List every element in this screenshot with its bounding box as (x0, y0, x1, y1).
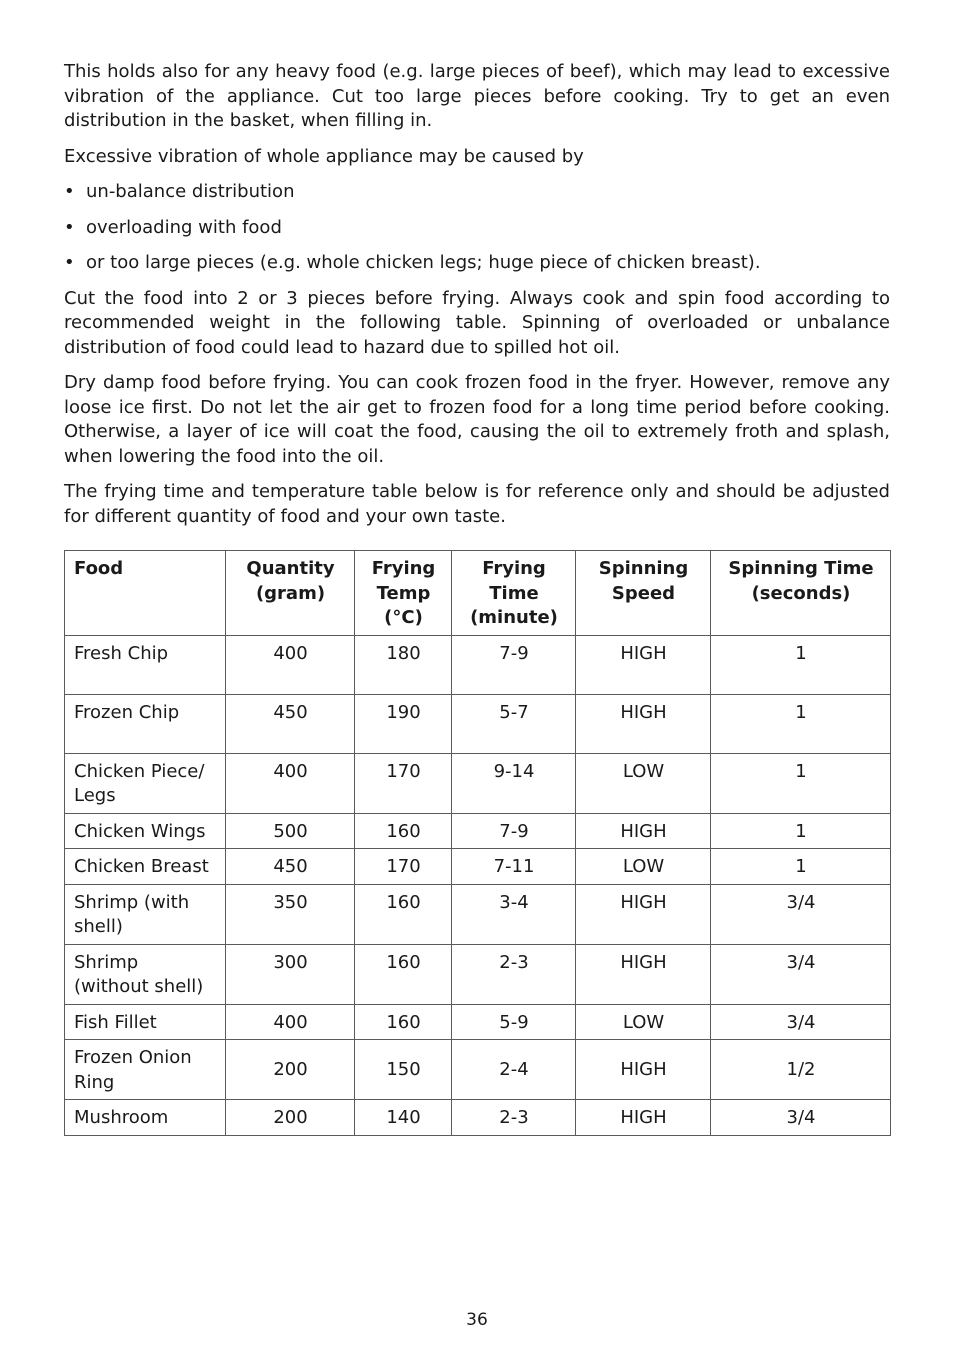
list-item: • or too large pieces (e.g. whole chicken legs; huge piece of chicken breast). (64, 251, 890, 276)
food-cell: Chicken Wings (65, 813, 226, 849)
vibration-causes-list (64, 180, 890, 276)
speed-cell: HIGH (576, 884, 711, 944)
table-header-row (65, 551, 891, 636)
time-cell: 5-9 (452, 1004, 576, 1040)
table-row (65, 635, 891, 694)
header-spinning-speed: Spinning Speed (576, 551, 711, 636)
speed-cell: HIGH (576, 813, 711, 849)
spin-time-cell: 3/4 (711, 944, 891, 1004)
temp-cell: 170 (355, 849, 452, 885)
speed-cell: LOW (576, 1004, 711, 1040)
quantity-cell: 500 (226, 813, 355, 849)
food-cell: Shrimp (without shell) (65, 944, 226, 1004)
table-row (65, 884, 891, 944)
header-spinning-time: Spinning Time (seconds) (711, 551, 891, 636)
quantity-cell: 200 (226, 1040, 355, 1100)
time-cell: 5-7 (452, 694, 576, 753)
food-cell: Fish Fillet (65, 1004, 226, 1040)
quantity-cell: 400 (226, 753, 355, 813)
speed-cell: HIGH (576, 694, 711, 753)
speed-cell: HIGH (576, 944, 711, 1004)
spin-time-cell: 3/4 (711, 884, 891, 944)
paragraph-dry-food: Dry damp food before frying. You can cook frozen food in the fryer. However, remove any loose ice first. Do not let the air get to frozen food for a long time period before cooking. Otherwise, a layer of ice will coat the food, causing the oil to extremely froth and splash, when lowering the food into the oil. (64, 372, 890, 467)
bullet-icon: • (64, 181, 75, 202)
header-frying-time: Frying Time (minute) (452, 551, 576, 636)
page-number: 36 (466, 1310, 488, 1330)
table-row (65, 813, 891, 849)
temp-cell: 170 (355, 753, 452, 813)
temp-cell: 160 (355, 944, 452, 1004)
paragraph-vibration-causes: Excessive vibration of whole appliance may be caused by (64, 145, 584, 167)
temp-cell: 180 (355, 635, 452, 694)
spin-time-cell: 1 (711, 813, 891, 849)
temp-cell: 160 (355, 1004, 452, 1040)
food-cell: Chicken Piece/ Legs (65, 753, 226, 813)
time-cell: 9-14 (452, 753, 576, 813)
food-cell: Shrimp (with shell) (65, 884, 226, 944)
food-cell: Fresh Chip (65, 635, 226, 694)
temp-cell: 140 (355, 1100, 452, 1136)
paragraph-table-note: The frying time and temperature table below is for reference only and should be adjusted for different quantity of food and your own taste. (64, 481, 890, 527)
quantity-cell: 450 (226, 849, 355, 885)
quantity-cell: 400 (226, 635, 355, 694)
quantity-cell: 450 (226, 694, 355, 753)
time-cell: 7-11 (452, 849, 576, 885)
table-row (65, 1004, 891, 1040)
spin-time-cell: 3/4 (711, 1100, 891, 1136)
quantity-cell: 350 (226, 884, 355, 944)
food-cell: Frozen Chip (65, 694, 226, 753)
table-row (65, 944, 891, 1004)
table-row (65, 694, 891, 753)
bullet-icon: • (64, 216, 75, 238)
frying-table (64, 550, 891, 1136)
spin-time-cell: 1/2 (711, 1040, 891, 1100)
spin-time-cell: 3/4 (711, 1004, 891, 1040)
spin-time-cell: 1 (711, 635, 891, 694)
time-cell: 7-9 (452, 635, 576, 694)
quantity-cell: 200 (226, 1100, 355, 1136)
time-cell: 2-4 (452, 1040, 576, 1100)
list-item: • overloading with food (64, 216, 890, 241)
time-cell: 3-4 (452, 884, 576, 944)
header-food: Food (65, 551, 226, 636)
table-row (65, 849, 891, 885)
time-cell: 7-9 (452, 813, 576, 849)
food-cell: Chicken Breast (65, 849, 226, 885)
food-cell: Mushroom (65, 1100, 226, 1136)
table-row (65, 1100, 891, 1136)
temp-cell: 150 (355, 1040, 452, 1100)
temp-cell: 160 (355, 813, 452, 849)
quantity-cell: 300 (226, 944, 355, 1004)
time-cell: 2-3 (452, 1100, 576, 1136)
time-cell: 2-3 (452, 944, 576, 1004)
quantity-cell: 400 (226, 1004, 355, 1040)
header-quantity: Quantity (gram) (226, 551, 355, 636)
speed-cell: LOW (576, 849, 711, 885)
page-body (64, 60, 890, 540)
table-row (65, 753, 891, 813)
speed-cell: HIGH (576, 1100, 711, 1136)
speed-cell: LOW (576, 753, 711, 813)
list-item: • un-balance distribution (64, 180, 890, 205)
food-cell: Frozen Onion Ring (65, 1040, 226, 1100)
temp-cell: 190 (355, 694, 452, 753)
spin-time-cell: 1 (711, 849, 891, 885)
paragraph-heavy-food: This holds also for any heavy food (e.g. large pieces of beef), which may lead to excessive vibration of the appliance. Cut too large pieces before cooking. Try to get an even distribution in the basket, when filling in. (64, 61, 890, 131)
paragraph-cut-food: Cut the food into 2 or 3 pieces before frying. Always cook and spin food according to recommended weight in the following table. Spinning of overloaded or unbalance distribution of food could lead to hazard due to spilled hot oil. (64, 287, 890, 358)
spin-time-cell: 1 (711, 694, 891, 753)
temp-cell: 160 (355, 884, 452, 944)
speed-cell: HIGH (576, 635, 711, 694)
bullet-icon: • (64, 252, 75, 273)
header-frying-temp: Frying Temp (°C) (355, 551, 452, 636)
speed-cell: HIGH (576, 1040, 711, 1100)
spin-time-cell: 1 (711, 753, 891, 813)
table-row (65, 1040, 891, 1100)
